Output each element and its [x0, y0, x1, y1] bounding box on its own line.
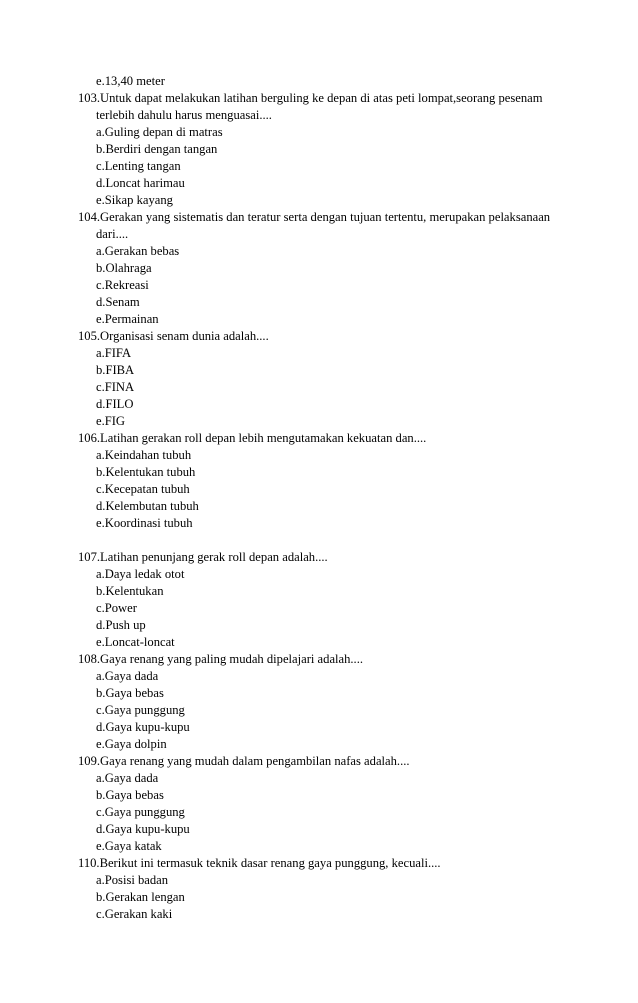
question-104: 104.Gerakan yang sistematis dan teratur serta dengan tujuan tertentu, merupakan pelaksanaan — [78, 210, 551, 224]
option: b.Kelentukan — [96, 584, 164, 598]
option: e.FIG — [96, 414, 126, 428]
option: b.FIBA — [96, 363, 135, 377]
option: a.FIFA — [96, 346, 132, 360]
blank-line — [0, 532, 638, 549]
option: c.Power — [96, 601, 137, 615]
option: a.Guling depan di matras — [96, 125, 223, 139]
option: c.Gaya punggung — [96, 805, 185, 819]
question-103-continued: terlebih dahulu harus menguasai.... — [96, 108, 272, 122]
option: a.Gaya dada — [96, 669, 159, 683]
option: d.Loncat harimau — [96, 176, 185, 190]
option: b.Gaya bebas — [96, 686, 164, 700]
document-page — [0, 73, 638, 923]
option: c.Rekreasi — [96, 278, 149, 292]
question-109: 109.Gaya renang yang mudah dalam pengambilan nafas adalah.... — [78, 754, 410, 768]
option: b.Berdiri dengan tangan — [96, 142, 218, 156]
option: a.Gerakan bebas — [96, 244, 180, 258]
option: d.Gaya kupu-kupu — [96, 822, 190, 836]
option: c.Lenting tangan — [96, 159, 181, 173]
option: c.Gaya punggung — [96, 703, 185, 717]
option: e.Sikap kayang — [96, 193, 173, 207]
option: e.Permainan — [96, 312, 159, 326]
question-103: 103.Untuk dapat melakukan latihan berguling ke depan di atas peti lompat,seorang pesenam — [78, 91, 543, 105]
option: a.Gaya dada — [96, 771, 159, 785]
option: b.Gerakan lengan — [96, 890, 185, 904]
option: d.Push up — [96, 618, 146, 632]
option: d.Gaya kupu-kupu — [96, 720, 190, 734]
option: b.Gaya bebas — [96, 788, 164, 802]
option: e.Gaya dolpin — [96, 737, 167, 751]
option: e.Loncat-loncat — [96, 635, 175, 649]
option: c.Gerakan kaki — [96, 907, 173, 921]
option: c.Kecepatan tubuh — [96, 482, 190, 496]
question-107: 107.Latihan penunjang gerak roll depan adalah.... — [78, 550, 328, 564]
option: c.FINA — [96, 380, 135, 394]
option: b.Olahraga — [96, 261, 152, 275]
option: d.FILO — [96, 397, 134, 411]
option: b.Kelentukan tubuh — [96, 465, 196, 479]
option: d.Kelembutan tubuh — [96, 499, 199, 513]
question-106: 106.Latihan gerakan roll depan lebih mengutamakan kekuatan dan.... — [78, 431, 427, 445]
question-105: 105.Organisasi senam dunia adalah.... — [78, 329, 269, 343]
option: d.Senam — [96, 295, 140, 309]
question-110: 110.Berikut ini termasuk teknik dasar renang gaya punggung, kecuali.... — [78, 856, 441, 870]
option: e.Koordinasi tubuh — [96, 516, 193, 530]
option: e.13,40 meter — [96, 74, 165, 88]
option: a.Keindahan tubuh — [96, 448, 192, 462]
question-108: 108.Gaya renang yang paling mudah dipelajari adalah.... — [78, 652, 364, 666]
option: a.Posisi badan — [96, 873, 169, 887]
option: e.Gaya katak — [96, 839, 162, 853]
option: a.Daya ledak otot — [96, 567, 185, 581]
question-104-continued: dari.... — [96, 227, 129, 241]
